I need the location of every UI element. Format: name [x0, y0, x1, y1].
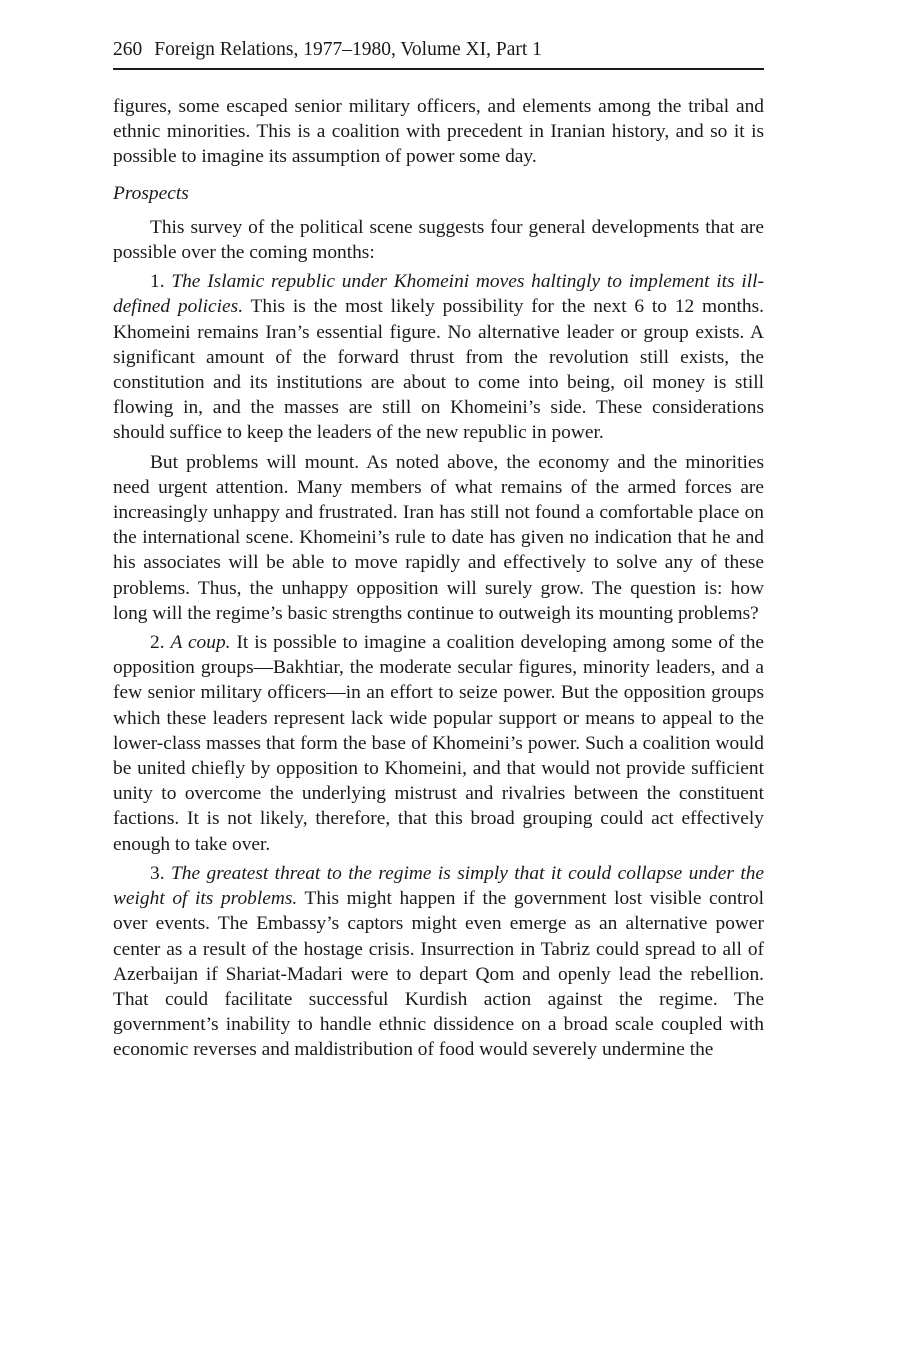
paragraph-problems: But problems will mount. As noted above, the economy and the minorities need urgent attention. Many members of what remains of the armed forces are increasingly unhappy and frustrated. Iran has still not found a comfortable place on the international scene. Khomeini’s rule to date has given no indication that he and his associates will be able to move rapidly and effectively to solve any of these problems. Thus, the unhappy opposition will surely grow. The question is: how long will the regime’s basic strengths continue to outweigh its mounting problems?: [113, 451, 764, 624]
document-page: [113, 36, 764, 1063]
point-number: 2.: [150, 632, 171, 654]
point-lead: A coup.: [170, 632, 231, 654]
paragraph-continued: figures, some escaped senior military officers, and elements among the tribal and ethnic minorities. This is a coalition with precedent in Iranian history, and so it is possible to imagine its assumption of power some day.: [113, 96, 764, 168]
paragraph-survey: This survey of the political scene suggests four general developments that are possible over the coming months:: [113, 216, 764, 264]
point-number: 1.: [150, 271, 172, 293]
point-lead: The greatest threat to the regime is simply that it could collapse under the weight of its problems.: [113, 862, 765, 910]
point-lead: The Islamic republic under Khomeini moves haltingly to implement its ill-defined policies.: [113, 271, 764, 318]
page-number: 260: [113, 39, 143, 60]
section-heading: Prospects: [113, 182, 189, 204]
running-header: [113, 36, 764, 70]
body-text: [113, 94, 764, 1063]
paragraph-point-3: 3. The greatest threat to the regime is simply that it could collapse under the weight of its problems. This might happen if the government lost visible control over events. The Embassy’s captors might even emerge as an alternative power center as a result of the hostage crisis. Insurrection in Tabriz could spread to all of Azerbaijan if Shariat-Madari were to depart Qom and openly lead the rebellion. That could facilitate successful Kurdish action against the regime. The government’s inability to handle ethnic dissidence on a broad scale coupled with economic reverses and maldistribution of food would severely undermine the: [113, 862, 765, 1061]
point-number: 3.: [150, 862, 171, 884]
paragraph-point-1: 1. The Islamic republic under Khomeini moves haltingly to implement its ill-defined policies. This is the most likely possibility for the next 6 to 12 months. Khomeini remains Iran’s essential figure. No alternative leader or group exists. A significant amount of the forward thrust from the revolution still exists, the constitution and its institutions are about to come into being, oil money is still flowing in, and the masses are still on Khomeini’s side. These considerations should suffice to keep the leaders of the new republic in power.: [113, 271, 764, 444]
running-title: Foreign Relations, 1977–1980, Volume XI, Part 1: [154, 39, 542, 60]
paragraph-point-2: 2. A coup. It is possible to imagine a coalition developing among some of the opposition groups—Bakhtiar, the moderate secular figures, minority leaders, and a few senior military officers—in an effort to seize power. But the opposition groups which these leaders represent lack wide popular support or means to appeal to the lower-class masses that form the base of Khomeini’s power. Such a coalition would be united chiefly by opposition to Khomeini, and that would not provide sufficient unity to overcome the underlying mistrust and rivalries between the constituent factions. It is not likely, therefore, that this broad grouping could act effectively enough to take over.: [113, 632, 765, 855]
